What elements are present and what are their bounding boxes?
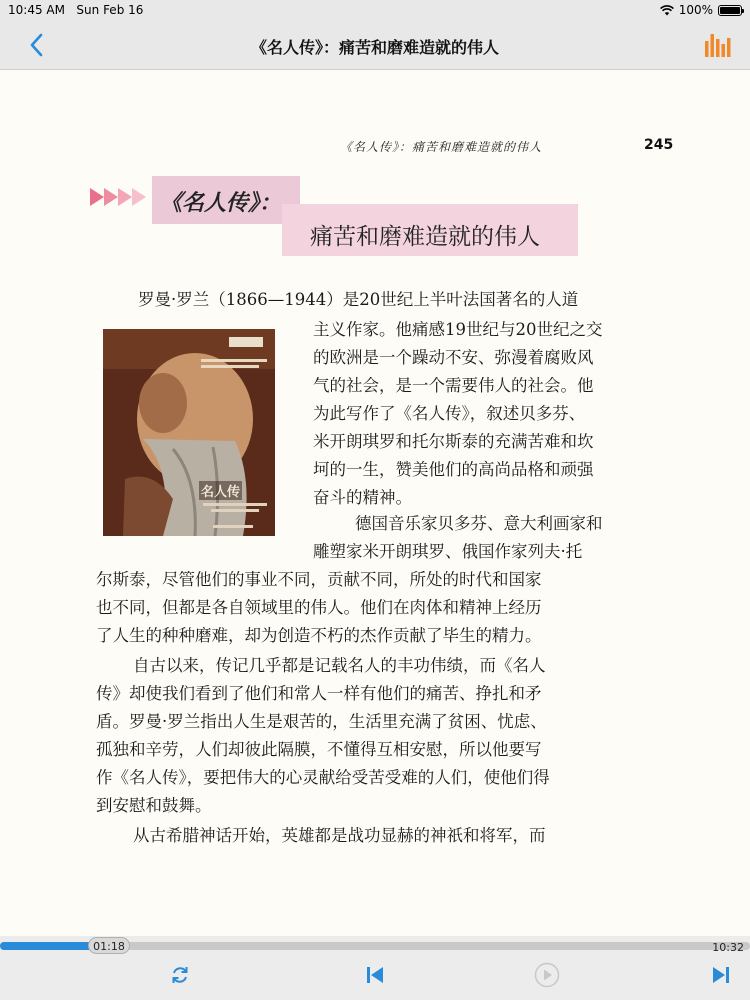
audio-player [0, 936, 750, 1000]
text-line: 了人生的种种磨难，却为创造不朽的杰作贡献了毕生的精力。 [96, 626, 542, 645]
status-date: Sun Feb 16 [76, 3, 144, 17]
audio-bars-icon[interactable] [704, 32, 732, 58]
text-line: 米开朗琪罗和托尔斯泰的充满苦难和坎 [313, 432, 594, 451]
text-line: 到安慰和鼓舞。 [96, 796, 212, 815]
nav-bar [0, 22, 750, 70]
text-line: 尔斯泰，尽管他们的事业不同，贡献不同，所处的时代和国家 [96, 570, 542, 589]
text-line: 盾。罗曼·罗兰指出人生是艰苦的，生活里充满了贫困、忧虑、 [96, 712, 547, 731]
next-track-button[interactable] [702, 958, 740, 992]
play-button[interactable] [528, 958, 566, 992]
status-bar [0, 0, 750, 22]
progress-thumb[interactable]: 01:18 [88, 937, 130, 954]
page-number: 245 [644, 137, 674, 153]
status-time: 10:45 AM [8, 3, 65, 17]
text-line: 也不同，但都是各自领域里的伟人。他们在肉体和精神上经历 [96, 598, 542, 617]
book-page [0, 70, 750, 936]
text-line: 罗曼·罗兰（1866—1944）是20世纪上半叶法国著名的人道 [138, 290, 579, 309]
text-line: 传》却使我们看到了他们和常人一样有他们的痛苦、挣扎和矛 [96, 684, 542, 703]
text-line: 气的社会，是一个需要伟人的社会。他 [313, 376, 594, 395]
text-line: 坷的一生，赞美他们的高尚品格和顽强 [313, 460, 594, 479]
book-cover-image [103, 329, 275, 536]
text-line: 雕塑家米开朗琪罗、俄国作家列夫·托 [313, 542, 583, 561]
text-line: 奋斗的精神。 [313, 488, 412, 507]
previous-track-button[interactable] [356, 958, 394, 992]
battery-percent: 100% [678, 3, 713, 17]
decorative-arrows-icon [90, 186, 152, 208]
repeat-button[interactable] [161, 958, 199, 992]
total-time: 10:32 [712, 941, 744, 954]
text-line: 自古以来，传记几乎都是记载名人的丰功伟绩，而《名人 [133, 656, 546, 675]
status-right [660, 3, 742, 17]
text-line: 从古希腊神话开始，英雄都是战功显赫的神祇和将军，而 [133, 826, 546, 845]
chapter-title: 《名人传》： [160, 190, 282, 216]
text-line: 主义作家。他痛感19世纪与20世纪之交 [313, 320, 603, 339]
nav-title: 《名人传》：痛苦和磨难造就的伟人 [250, 38, 499, 57]
repeat-icon [170, 965, 190, 985]
running-head: 《名人传》：痛苦和磨难造就的伟人 [340, 140, 543, 154]
portrait-illustration [103, 329, 275, 536]
text-line: 孤独和辛劳，人们却彼此隔膜，不懂得互相安慰，所以他要写 [96, 740, 542, 759]
book-cover-label: 名人传 [199, 481, 242, 500]
skip-back-icon [365, 965, 385, 985]
skip-forward-icon [711, 965, 731, 985]
text-line: 的欧洲是一个躁动不安、弥漫着腐败风 [313, 348, 594, 367]
text-line: 德国音乐家贝多芬、意大利画家和 [355, 514, 603, 533]
status-time-date [8, 3, 143, 17]
progress-fill [0, 942, 92, 950]
play-icon [534, 962, 560, 988]
text-line: 作《名人传》，要把伟大的心灵献给受苦受难的人们，使他们得 [96, 768, 550, 787]
chapter-subtitle: 痛苦和磨难造就的伟人 [310, 224, 540, 250]
battery-icon [718, 5, 742, 16]
wifi-icon [660, 5, 674, 16]
text-line: 为此写作了《名人传》，叙述贝多芬、 [313, 404, 586, 423]
